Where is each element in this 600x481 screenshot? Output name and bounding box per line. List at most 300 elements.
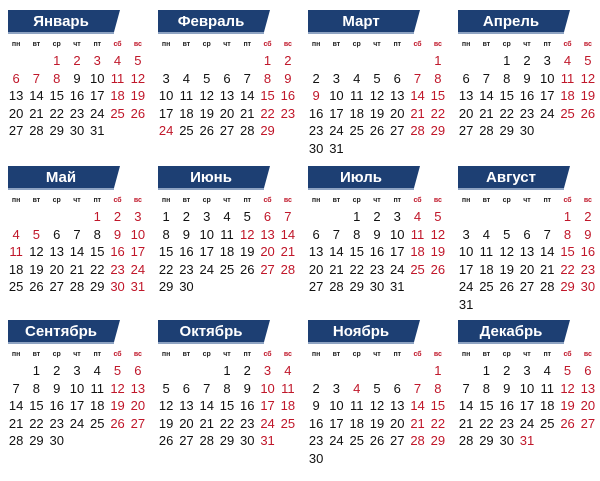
day-cell: 24 [260, 415, 275, 431]
empty-day-cell [428, 450, 448, 468]
weekday-label: вс [433, 351, 442, 358]
day-cell: 15 [158, 244, 174, 260]
week-row [456, 380, 598, 398]
day-cell: 5 [373, 380, 381, 396]
weekday-label: вт [182, 41, 191, 48]
weekday-label: сб [113, 351, 122, 358]
week-row [456, 362, 598, 380]
empty-day-cell [306, 362, 326, 380]
day-cell: 22 [430, 105, 446, 121]
day-cell: 4 [482, 226, 491, 242]
day-cell: 24 [329, 123, 344, 139]
day-cell: 22 [90, 261, 105, 277]
weekday-label: ср [202, 351, 211, 358]
day-cell: 17 [519, 398, 535, 414]
day-cell: 2 [312, 380, 320, 396]
weekday-label: пн [461, 41, 471, 48]
day-cell: 25 [90, 415, 105, 431]
empty-day-cell [326, 362, 346, 380]
weekday-label: ср [502, 197, 511, 204]
day-cell: 28 [280, 261, 296, 277]
week-row [306, 87, 448, 105]
day-cell: 18 [90, 398, 105, 414]
day-cell: 8 [263, 70, 272, 86]
week-row [156, 52, 298, 70]
weekday-label: пн [161, 41, 171, 48]
day-cell: 18 [410, 244, 425, 260]
day-cell: 20 [8, 105, 24, 121]
day-cell: 13 [390, 88, 405, 104]
day-cell: 22 [219, 415, 235, 431]
day-cell: 21 [29, 105, 44, 121]
day-cell: 9 [373, 226, 381, 242]
empty-day-cell [107, 122, 127, 140]
day-cell: 7 [12, 380, 20, 396]
weekday-label: вт [32, 197, 41, 204]
weekday-label: сб [263, 351, 272, 358]
day-cell: 7 [543, 226, 551, 242]
empty-day-cell [476, 296, 496, 314]
weekday-label: вс [583, 351, 592, 358]
day-cell: 30 [240, 433, 255, 449]
empty-day-cell [6, 362, 26, 380]
day-cell: 16 [369, 244, 385, 260]
empty-day-cell [367, 450, 387, 468]
day-cell: 29 [430, 123, 446, 139]
week-row [456, 261, 598, 279]
week-row [6, 432, 148, 450]
empty-day-cell [407, 140, 427, 158]
month-header [308, 166, 414, 190]
day-cell: 20 [260, 244, 275, 260]
day-cell: 27 [49, 279, 64, 295]
day-cell: 27 [130, 415, 146, 431]
day-cell: 23 [308, 123, 324, 139]
weekday-label: пн [461, 197, 471, 204]
day-cell: 16 [499, 398, 514, 414]
day-cell: 28 [199, 433, 214, 449]
empty-day-cell [407, 278, 427, 296]
month-name: Август [486, 169, 536, 186]
day-cell: 2 [584, 209, 592, 224]
day-cell: 9 [243, 380, 251, 396]
weekday-label: пт [393, 197, 402, 204]
day-cell: 7 [284, 209, 292, 224]
day-cell: 26 [240, 261, 255, 277]
day-cell: 13 [8, 88, 24, 104]
day-cell: 22 [430, 415, 446, 431]
day-cell: 12 [580, 70, 596, 86]
weekday-row [156, 41, 298, 52]
day-cell: 20 [580, 398, 596, 414]
weekday-label: сб [563, 351, 572, 358]
day-cell: 13 [260, 226, 275, 242]
weekday-label: вс [133, 197, 142, 204]
month-name: Июль [340, 169, 382, 186]
day-cell: 15 [260, 88, 275, 104]
weekday-label: чт [523, 351, 531, 358]
month-block [306, 320, 448, 468]
day-cell: 28 [458, 433, 474, 449]
month-name: Март [342, 13, 380, 30]
day-cell: 25 [219, 261, 235, 277]
day-cell: 22 [349, 261, 364, 277]
day-cell: 3 [263, 363, 272, 378]
day-cell: 10 [90, 70, 105, 86]
day-cell: 11 [479, 244, 494, 260]
day-cell: 14 [199, 398, 214, 414]
day-cell: 18 [280, 398, 296, 414]
day-cell: 11 [90, 380, 105, 396]
day-cell: 12 [199, 88, 214, 104]
day-cell: 16 [280, 88, 296, 104]
day-cell: 16 [240, 398, 255, 414]
day-cell: 10 [69, 380, 85, 396]
weekday-label: вт [482, 351, 491, 358]
empty-day-cell [6, 52, 26, 70]
day-cell: 9 [523, 70, 531, 86]
day-cell: 21 [479, 105, 494, 121]
day-cell: 10 [130, 226, 146, 242]
day-cell: 18 [219, 244, 235, 260]
day-cell: 27 [519, 279, 535, 295]
day-cell: 30 [69, 123, 85, 139]
empty-day-cell [387, 52, 407, 70]
month-block [306, 10, 448, 158]
day-cell: 6 [584, 363, 592, 378]
day-cell: 28 [479, 123, 494, 139]
empty-day-cell [557, 122, 577, 140]
week-row [6, 278, 148, 296]
weekday-label: вт [332, 351, 341, 358]
empty-day-cell [476, 52, 496, 70]
week-row [456, 226, 598, 244]
week-row [6, 243, 148, 261]
day-cell: 13 [130, 380, 146, 396]
day-cell: 5 [503, 226, 511, 242]
day-cell: 3 [203, 209, 211, 224]
empty-day-cell [26, 208, 46, 226]
day-cell: 1 [32, 363, 41, 378]
empty-day-cell [306, 208, 326, 226]
day-cell: 14 [458, 398, 474, 414]
day-cell: 6 [523, 226, 531, 242]
day-cell: 5 [203, 70, 211, 86]
weekday-label: пт [93, 41, 102, 48]
day-cell: 11 [540, 380, 555, 396]
day-cell: 26 [29, 279, 44, 295]
day-cell: 15 [49, 88, 64, 104]
day-cell: 12 [369, 398, 385, 414]
empty-day-cell [578, 122, 598, 140]
day-cell: 7 [203, 380, 211, 396]
empty-day-cell [407, 52, 427, 70]
day-cell: 3 [332, 70, 341, 86]
day-cell: 17 [158, 105, 174, 121]
day-cell: 23 [280, 105, 296, 121]
day-cell: 21 [540, 261, 555, 277]
day-cell: 9 [284, 70, 292, 86]
day-cell: 30 [179, 279, 194, 295]
week-row [6, 70, 148, 88]
day-cell: 15 [29, 398, 44, 414]
day-cell: 19 [369, 415, 385, 431]
day-cell: 29 [560, 279, 575, 295]
month-block [306, 166, 448, 296]
weekday-label: ср [352, 197, 361, 204]
day-cell: 12 [130, 70, 146, 86]
day-cell: 18 [479, 261, 494, 277]
day-cell: 6 [393, 380, 401, 396]
day-cell: 24 [158, 123, 174, 139]
month-block [156, 166, 298, 296]
day-cell: 1 [353, 209, 361, 224]
day-cell: 6 [223, 70, 231, 86]
day-cell: 3 [162, 70, 170, 86]
empty-day-cell [128, 122, 148, 140]
day-cell: 28 [240, 123, 255, 139]
day-cell: 30 [308, 140, 324, 156]
month-header [458, 166, 564, 190]
day-cell: 22 [29, 415, 44, 431]
month-header [458, 320, 564, 344]
day-cell: 16 [519, 88, 535, 104]
day-cell: 23 [369, 261, 385, 277]
month-header [8, 10, 114, 34]
weekday-row [6, 197, 148, 208]
empty-day-cell [197, 278, 217, 296]
day-cell: 8 [223, 380, 231, 396]
empty-day-cell [326, 208, 346, 226]
weekday-row [456, 351, 598, 362]
day-cell: 27 [260, 261, 275, 277]
day-cell: 30 [519, 123, 535, 139]
empty-day-cell [456, 52, 476, 70]
empty-day-cell [387, 140, 407, 158]
day-cell: 14 [280, 226, 296, 242]
day-cell: 12 [430, 226, 446, 242]
week-row [306, 362, 448, 380]
weekday-label: пт [243, 351, 252, 358]
day-cell: 24 [540, 105, 555, 121]
day-cell: 28 [540, 279, 555, 295]
weekday-row [6, 351, 148, 362]
week-row [6, 105, 148, 123]
day-cell: 8 [32, 380, 41, 396]
week-row [6, 362, 148, 380]
month-name: Январь [33, 13, 89, 30]
day-cell: 28 [329, 279, 344, 295]
day-cell: 18 [8, 261, 24, 277]
day-cell: 27 [8, 123, 24, 139]
day-cell: 26 [158, 433, 174, 449]
weekday-label: вт [182, 197, 191, 204]
month-name: Февраль [177, 13, 245, 30]
day-cell: 14 [479, 88, 494, 104]
empty-day-cell [517, 208, 537, 226]
day-cell: 25 [479, 279, 494, 295]
empty-day-cell [407, 362, 427, 380]
day-cell: 26 [430, 261, 446, 277]
day-cell: 28 [69, 279, 85, 295]
day-cell: 21 [69, 261, 85, 277]
day-cell: 2 [373, 209, 381, 224]
weekday-label: вс [433, 41, 442, 48]
month-block [6, 10, 148, 140]
month-header [308, 10, 414, 34]
weekday-label: вс [133, 41, 142, 48]
day-cell: 6 [393, 70, 401, 86]
day-cell: 15 [349, 244, 364, 260]
day-cell: 21 [199, 415, 214, 431]
day-cell: 9 [312, 88, 320, 104]
weekday-label: сб [563, 197, 572, 204]
day-cell: 17 [90, 88, 105, 104]
weekday-label: пт [543, 351, 552, 358]
day-cell: 16 [110, 244, 125, 260]
empty-day-cell [278, 432, 298, 450]
day-cell: 10 [158, 88, 174, 104]
day-cell: 28 [410, 433, 425, 449]
week-row [6, 380, 148, 398]
weekday-label: пн [161, 197, 171, 204]
empty-day-cell [107, 432, 127, 450]
day-cell: 30 [110, 279, 125, 295]
day-cell: 23 [110, 261, 125, 277]
empty-day-cell [537, 122, 557, 140]
day-cell: 24 [329, 433, 344, 449]
day-cell: 5 [434, 209, 442, 224]
day-cell: 17 [199, 244, 214, 260]
weekday-label: пт [243, 197, 252, 204]
week-row [306, 122, 448, 140]
day-cell: 26 [499, 279, 514, 295]
week-row [306, 415, 448, 433]
empty-day-cell [306, 52, 326, 70]
day-cell: 13 [219, 88, 235, 104]
weekday-label: ср [202, 41, 211, 48]
empty-day-cell [156, 362, 176, 380]
day-cell: 4 [182, 70, 191, 86]
day-cell: 26 [369, 433, 385, 449]
day-cell: 5 [563, 363, 572, 378]
day-cell: 1 [563, 209, 572, 224]
day-cell: 18 [110, 88, 125, 104]
day-cell: 29 [219, 433, 235, 449]
week-row [6, 52, 148, 70]
day-cell: 23 [179, 261, 194, 277]
day-cell: 23 [69, 105, 85, 121]
day-cell: 7 [332, 226, 341, 242]
day-cell: 12 [110, 380, 125, 396]
day-cell: 24 [69, 415, 85, 431]
day-cell: 24 [390, 261, 405, 277]
day-cell: 26 [130, 105, 146, 121]
week-row [456, 415, 598, 433]
day-cell: 10 [390, 226, 405, 242]
week-row [306, 105, 448, 123]
day-cell: 31 [458, 296, 474, 312]
day-cell: 2 [53, 363, 61, 378]
day-cell: 29 [90, 279, 105, 295]
day-cell: 2 [73, 53, 81, 68]
day-cell: 27 [179, 433, 194, 449]
day-cell: 6 [182, 380, 191, 396]
day-cell: 7 [243, 70, 251, 86]
day-cell: 25 [349, 433, 364, 449]
week-row [456, 243, 598, 261]
day-cell: 10 [519, 380, 535, 396]
weekday-label: вс [283, 41, 292, 48]
empty-day-cell [67, 208, 87, 226]
day-cell: 19 [199, 105, 214, 121]
day-cell: 20 [49, 261, 64, 277]
empty-day-cell [176, 362, 196, 380]
day-cell: 22 [479, 415, 494, 431]
day-cell: 23 [49, 415, 64, 431]
week-row [6, 226, 148, 244]
day-cell: 14 [29, 88, 44, 104]
weekday-label: пт [93, 351, 102, 358]
weekday-label: сб [113, 197, 122, 204]
day-cell: 12 [29, 244, 44, 260]
weekday-label: чт [523, 41, 531, 48]
week-row [306, 380, 448, 398]
week-row [6, 87, 148, 105]
day-cell: 14 [410, 398, 425, 414]
day-cell: 4 [284, 363, 292, 378]
week-row [456, 52, 598, 70]
day-cell: 4 [353, 380, 361, 396]
weekday-row [6, 41, 148, 52]
day-cell: 15 [90, 244, 105, 260]
weekday-label: вт [32, 351, 41, 358]
day-cell: 22 [260, 105, 275, 121]
empty-day-cell [326, 52, 346, 70]
empty-day-cell [456, 362, 476, 380]
day-cell: 11 [9, 244, 23, 260]
day-cell: 17 [329, 415, 344, 431]
day-cell: 4 [93, 363, 101, 378]
day-cell: 8 [162, 226, 170, 242]
day-cell: 6 [263, 209, 272, 224]
day-cell: 4 [543, 363, 551, 378]
empty-day-cell [128, 432, 148, 450]
weekday-label: вс [283, 351, 292, 358]
week-row [306, 278, 448, 296]
day-cell: 1 [53, 53, 61, 68]
day-cell: 30 [369, 279, 385, 295]
week-row [456, 296, 598, 314]
day-cell: 23 [308, 433, 324, 449]
day-cell: 22 [49, 105, 64, 121]
day-cell: 7 [482, 70, 491, 86]
day-cell: 11 [410, 226, 425, 242]
month-name: Сентябрь [25, 323, 97, 340]
day-cell: 6 [53, 226, 61, 242]
day-cell: 1 [162, 209, 170, 224]
weekday-label: ср [52, 351, 61, 358]
day-cell: 26 [580, 105, 596, 121]
day-cell: 8 [434, 380, 442, 396]
day-cell: 1 [223, 363, 231, 378]
day-cell: 28 [29, 123, 44, 139]
weekday-label: вс [133, 351, 142, 358]
day-cell: 10 [329, 398, 344, 414]
day-cell: 15 [560, 244, 575, 260]
weekday-label: ср [502, 41, 511, 48]
day-cell: 31 [390, 279, 405, 295]
